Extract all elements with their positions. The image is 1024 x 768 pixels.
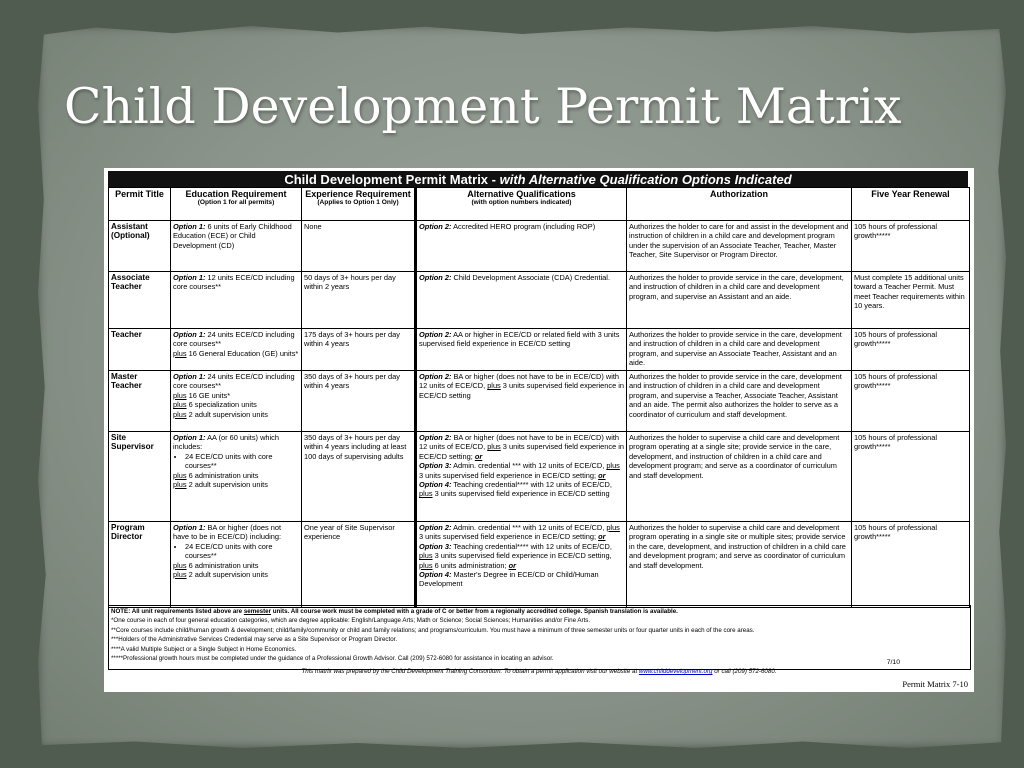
experience-cell: None bbox=[302, 221, 416, 272]
education-cell: Option 1: 24 units ECE/CD including core courses** plus 16 General Education (GE) units* bbox=[171, 329, 302, 371]
table-row bbox=[109, 371, 970, 432]
table-row bbox=[109, 432, 970, 522]
permit-matrix-document bbox=[104, 168, 974, 692]
experience-cell: 175 days of 3+ hours per day within 4 years bbox=[302, 329, 416, 371]
table-row bbox=[109, 221, 970, 272]
footnote: *****Professional growth hours must be completed under the guidance of a Professional Growth Advisor. Call (209) 572-6080 for assistance in locating an advisor. bbox=[111, 655, 554, 663]
header-italic-text: with Alternative Qualification Options Indicated bbox=[499, 172, 792, 187]
authorization-cell: Authorizes the holder to supervise a child care and development program operating in a single site or multiple sites; provide service in the care, development, and instruction of children in a child care and development program; and serve as coordinator of curriculum and staff development. bbox=[627, 522, 852, 608]
education-cell: Option 1: 24 units ECE/CD including core courses** plus 16 GE units* plus 6 specialization units plus 2 adult supervision units bbox=[171, 371, 302, 432]
authorization-cell: Authorizes the holder to supervise a child care and development program operating at a single site; provide service in the care, development, and instruction of children in a child care and development program; and serve as a coordinator of curriculum and staff development. bbox=[627, 432, 852, 522]
alternative-cell: Option 2: Accredited HERO program (including ROP) bbox=[416, 221, 627, 272]
header-text: Child Development Permit Matrix - bbox=[284, 172, 500, 187]
alternative-cell: Option 2: Admin. credential *** with 12 units of ECE/CD, plus 3 units supervised field experience in ECE/CD setting; or Option 3: Teaching credential**** with 12 units of ECE/CD, plus 3 units supervised field experience in ECE/CD setting, plus 6 units administration; or Option 4: Master's Degree in ECE/CD or Child/Human Development bbox=[416, 522, 627, 608]
renewal-cell: 105 hours of professional growth***** bbox=[852, 329, 970, 371]
footnote: *One course in each of four general education categories, which are degree applicable: English/Language Arts; Math or Science; Social Sciences; Humanities and/or Fine Arts. bbox=[111, 617, 591, 625]
education-cell: Option 1: 6 units of Early Childhood Education (ECE) or Child Development (CD) bbox=[171, 221, 302, 272]
authorization-cell: Authorizes the holder to provide service in the care, development and instruction of children in a child care and development program, and supervise a Teacher, Associate Teacher, Assistant and an aide. The permit also authorizes the holder to serve as a coordinator of curriculum and staff development. bbox=[627, 371, 852, 432]
alternative-cell: Option 2: Child Development Associate (CDA) Credential. bbox=[416, 272, 627, 329]
table-row bbox=[109, 329, 970, 371]
experience-cell: 350 days of 3+ hours per day within 4 years including at least 100 days of supervising adults bbox=[302, 432, 416, 522]
renewal-cell: 105 hours of professional growth***** bbox=[852, 371, 970, 432]
col-header-alternative: Alternative Qualifications (with option numbers indicated) bbox=[416, 188, 627, 221]
authorization-cell: Authorizes the holder to care for and assist in the development and instruction of children in a child care and development program under the supervision of an Associate Teacher, Teacher, Master Teacher, Site Supervisor or Program Director. bbox=[627, 221, 852, 272]
table-row bbox=[109, 272, 970, 329]
alternative-cell: Option 2: BA or higher (does not have to be in ECE/CD) with 12 units of ECE/CD, plus 3 units supervised field experience in ECE/CD setting; or Option 3: Admin. credential *** with 12 units of ECE/CD, plus 3 units supervised field experience in ECE/CD setting; or Option 4: Teaching credential**** with 12 units of ECE/CD, plus 3 units supervised field experience in ECE/CD setting bbox=[416, 432, 627, 522]
col-header-authorization: Authorization bbox=[627, 188, 852, 221]
page-reference: Permit Matrix 7-10 bbox=[902, 679, 968, 689]
authorization-cell: Authorizes the holder to provide service in the care, development, and instruction of children in a child care and development program, and supervise an Assistant and an aide. bbox=[627, 272, 852, 329]
renewal-cell: 105 hours of professional growth***** bbox=[852, 432, 970, 522]
education-cell: Option 1: AA (or 60 units) which includes: • 24 ECE/CD units with core courses** plus 6 administration units plus 2 adult supervision units bbox=[171, 432, 302, 522]
experience-cell: 50 days of 3+ hours per day within 2 years bbox=[302, 272, 416, 329]
experience-cell: One year of Site Supervisor experience bbox=[302, 522, 416, 608]
page-number: 7/10 bbox=[886, 659, 900, 666]
footnote: **Core courses include child/human growth & development; child/family/community or child and family relations; and programs/curriculum. You must have a minimum of three semester units or four quarter units in each of the core areas. bbox=[111, 626, 755, 634]
table-row bbox=[109, 522, 970, 608]
col-header-renewal: Five Year Renewal bbox=[852, 188, 970, 221]
permit-title-cell: Associate Teacher bbox=[109, 272, 171, 329]
website-link[interactable]: www.childdevelopment.org bbox=[638, 668, 713, 675]
permit-matrix-table bbox=[108, 187, 970, 608]
permit-title-cell: Program Director bbox=[109, 522, 171, 608]
education-cell: Option 1: BA or higher (does not have to be in ECE/CD) including: • 24 ECE/CD units with core courses** plus 6 administration units plus 2 adult supervision units bbox=[171, 522, 302, 608]
alternative-cell: Option 2: AA or higher in ECE/CD or related field with 3 units supervised field experience in ECE/CD setting bbox=[416, 329, 627, 371]
alternative-cell: Option 2: BA or higher (does not have to be in ECE/CD) with 12 units of ECE/CD, plus 3 units supervised field experience in ECE/CD setting bbox=[416, 371, 627, 432]
education-cell: Option 1: 12 units ECE/CD including core courses** bbox=[171, 272, 302, 329]
note-main: NOTE: All unit requirements listed above are semester units. All course work must be completed with a grade of C or better from a regionally accredited college. Spanish translation is available. bbox=[111, 608, 678, 615]
renewal-cell: 105 hours of professional growth***** bbox=[852, 522, 970, 608]
authorization-cell: Authorizes the holder to provide service in the care, development and instruction of children in a child care and development program, and supervise an Associate Teacher, Assistant and an aide. bbox=[627, 329, 852, 371]
document-header bbox=[108, 171, 968, 188]
footnote: ***Holders of the Administrative Services Credential may serve as a Site Supervisor or Program Director. bbox=[111, 636, 398, 644]
permit-title-cell: Assistant (Optional) bbox=[109, 221, 171, 272]
permit-title-cell: Teacher bbox=[109, 329, 171, 371]
table-header-row bbox=[109, 188, 970, 221]
renewal-cell: Must complete 15 additional units toward a Teacher Permit. Must meet Teacher requirements within 10 years. bbox=[852, 272, 970, 329]
permit-title-cell: Master Teacher bbox=[109, 371, 171, 432]
experience-cell: 350 days of 3+ hours per day within 4 years bbox=[302, 371, 416, 432]
renewal-cell: 105 hours of professional growth***** bbox=[852, 221, 970, 272]
permit-title-cell: Site Supervisor bbox=[109, 432, 171, 522]
col-header-experience: Experience Requirement (Applies to Option 1 Only) bbox=[302, 188, 416, 221]
slide-title: Child Development Permit Matrix bbox=[64, 78, 902, 135]
col-header-education: Education Requirement (Option 1 for all permits) bbox=[171, 188, 302, 221]
document-footer: This matrix was prepared by the Child Development Training Consortium. To obtain a permit application visit our website at www.childdevelopment.org or call (209) 572-6080. bbox=[301, 668, 777, 675]
notes-box bbox=[108, 605, 971, 670]
col-header-permit-title: Permit Title bbox=[109, 188, 171, 221]
footnote: ****A valid Multiple Subject or a Single Subject in Home Economics. bbox=[111, 645, 297, 653]
